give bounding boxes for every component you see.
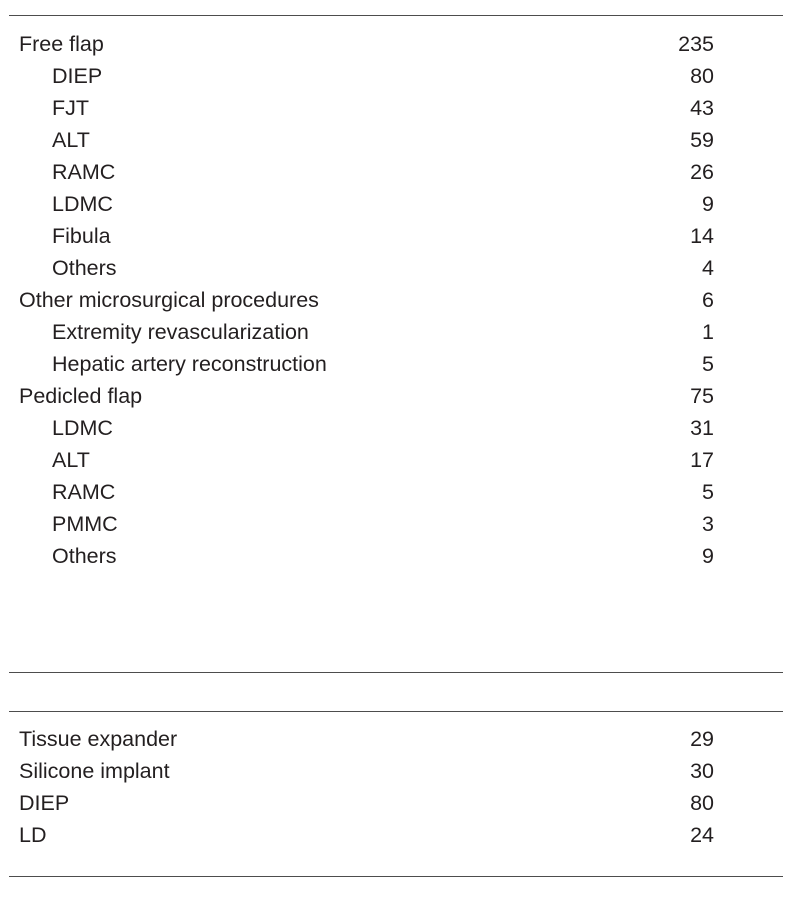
row-value: 1 <box>702 320 714 344</box>
row-label: DIEP <box>19 791 70 815</box>
row-value: 80 <box>690 791 714 815</box>
row-label: ALT <box>52 448 90 472</box>
row-label: FJT <box>52 96 90 120</box>
table-row <box>0 508 800 540</box>
row-value: 29 <box>690 727 714 751</box>
table-row <box>0 92 800 124</box>
row-label: Tissue expander <box>19 727 178 751</box>
row-value: 59 <box>690 128 714 152</box>
table-row <box>0 60 800 92</box>
row-label: LDMC <box>52 416 113 440</box>
row-label: PMMC <box>52 512 118 536</box>
row-value: 5 <box>702 352 714 376</box>
row-value: 43 <box>690 96 714 120</box>
row-label: Hepatic artery reconstruction <box>52 352 327 376</box>
row-label: Others <box>52 544 117 568</box>
table2-top-rule <box>9 711 783 712</box>
row-label: RAMC <box>52 480 116 504</box>
table2-bottom-rule <box>9 876 783 877</box>
row-value: 4 <box>702 256 714 280</box>
row-value: 14 <box>690 224 714 248</box>
row-label: LDMC <box>52 192 113 216</box>
table-row <box>0 348 800 380</box>
row-value: 30 <box>690 759 714 783</box>
table-row <box>0 787 800 819</box>
row-value: 3 <box>702 512 714 536</box>
row-label: Extremity revascularization <box>52 320 309 344</box>
row-value: 75 <box>690 384 714 408</box>
table-row <box>0 284 800 316</box>
table-row <box>0 723 800 755</box>
table-row <box>0 220 800 252</box>
row-value: 24 <box>690 823 714 847</box>
table-row <box>0 124 800 156</box>
table-row <box>0 476 800 508</box>
row-label: DIEP <box>52 64 103 88</box>
row-label: Others <box>52 256 117 280</box>
row-label: LD <box>19 823 47 847</box>
row-label: Free flap <box>19 32 104 56</box>
row-value: 9 <box>702 544 714 568</box>
table-row <box>0 316 800 348</box>
table1-top-rule <box>9 15 783 16</box>
table-row <box>0 28 800 60</box>
row-value: 80 <box>690 64 714 88</box>
table-row <box>0 156 800 188</box>
table-row <box>0 380 800 412</box>
row-value: 17 <box>690 448 714 472</box>
row-value: 31 <box>690 416 714 440</box>
row-value: 26 <box>690 160 714 184</box>
row-label: Other microsurgical procedures <box>19 288 319 312</box>
table-row <box>0 188 800 220</box>
row-label: Pedicled flap <box>19 384 143 408</box>
row-value: 235 <box>678 32 714 56</box>
table-row <box>0 819 800 851</box>
row-label: Silicone implant <box>19 759 170 783</box>
row-label: RAMC <box>52 160 116 184</box>
table-row <box>0 252 800 284</box>
table-row <box>0 540 800 572</box>
row-label: ALT <box>52 128 90 152</box>
table-row <box>0 412 800 444</box>
table1-bottom-rule <box>9 672 783 673</box>
table-row <box>0 444 800 476</box>
breast-reconstruction-table <box>0 723 800 851</box>
row-value: 9 <box>702 192 714 216</box>
row-value: 5 <box>702 480 714 504</box>
table-row <box>0 755 800 787</box>
row-label: Fibula <box>52 224 111 248</box>
row-value: 6 <box>702 288 714 312</box>
procedures-table <box>0 28 800 572</box>
